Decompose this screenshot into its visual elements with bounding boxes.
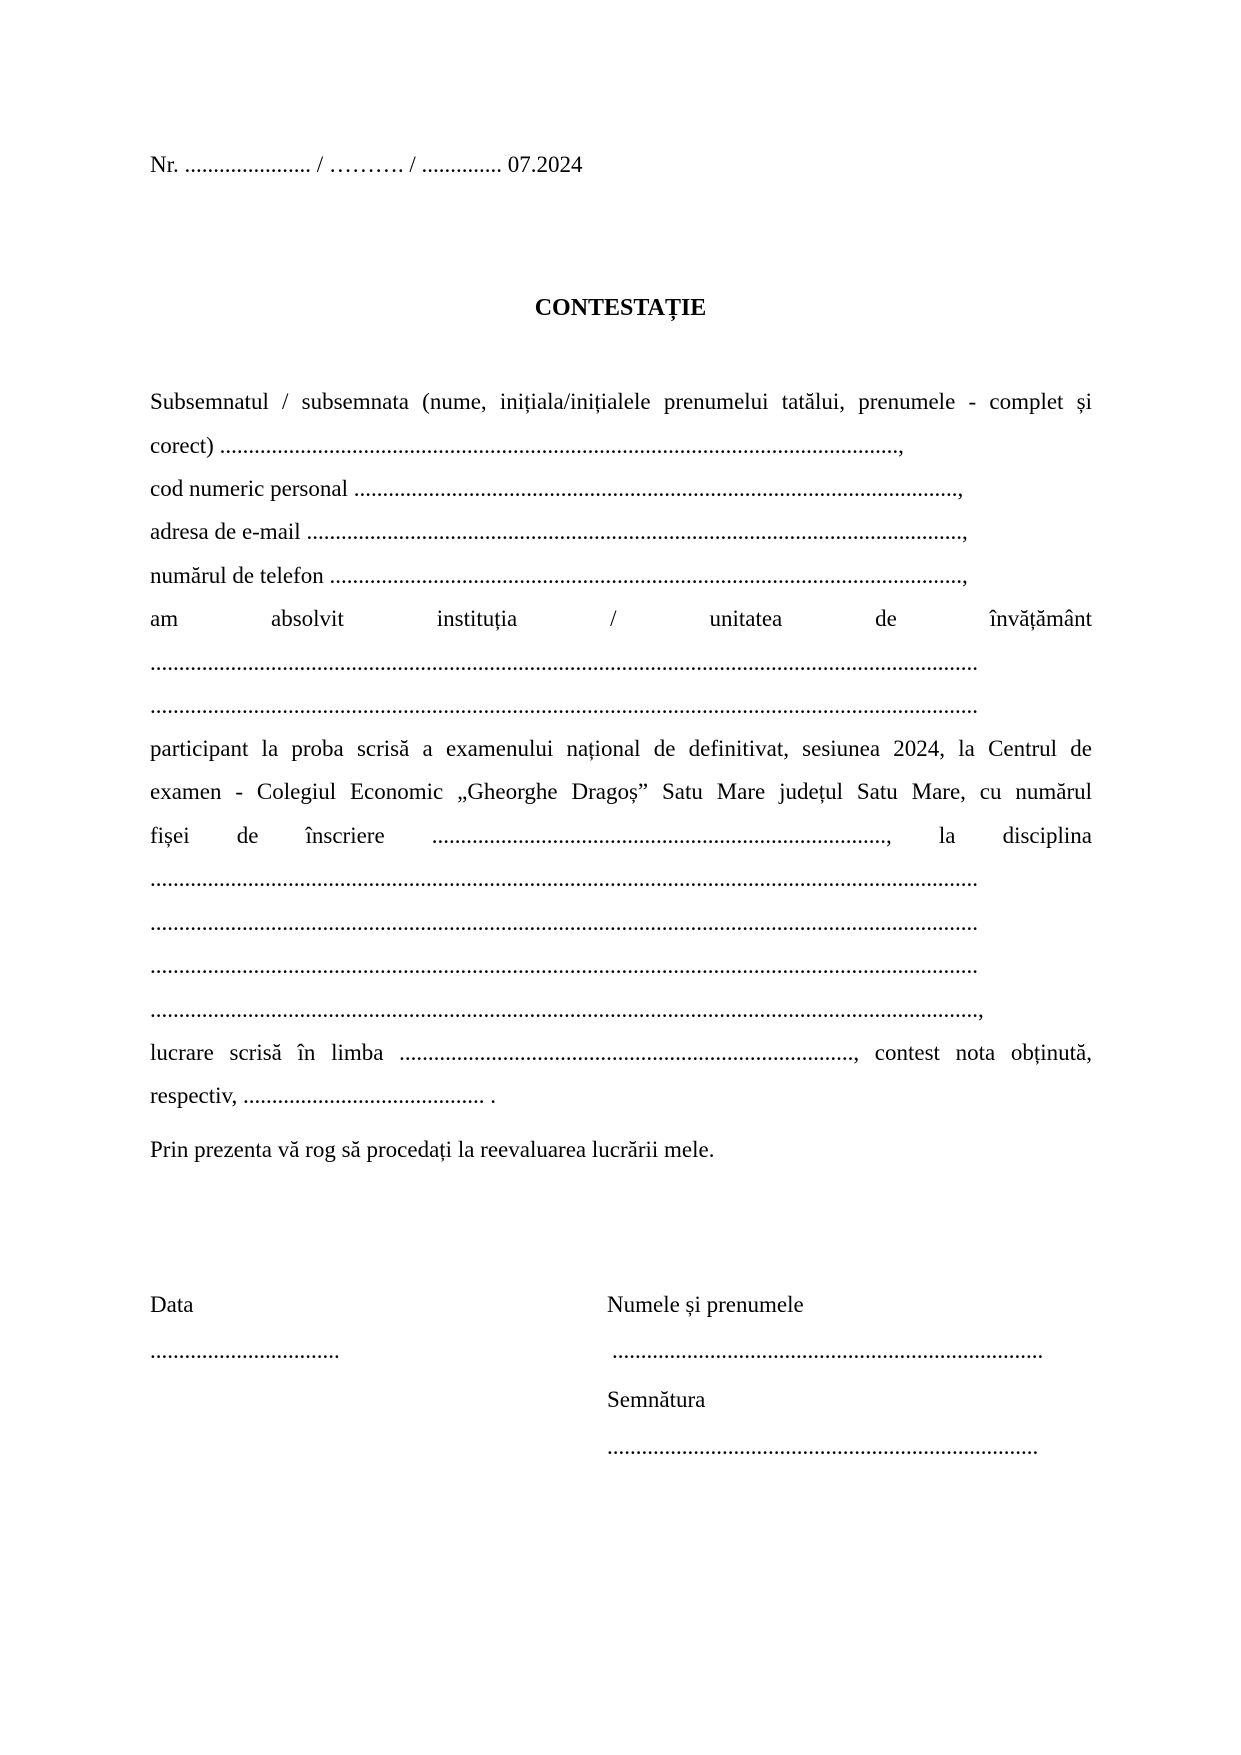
body-line-10: examen - Colegiul Economic „Gheorghe Dragoș” Satu Mare județul Satu Mare, cu numărul [150,779,1092,804]
date-field: ................................. [150,1338,340,1363]
body-line-12: ................................................................................................................................................ [150,866,978,891]
document-title: CONTESTAȚIE [534,295,707,321]
body-line-15: ................................................................................................................................................, [150,997,984,1022]
body-line-2: corect) ......................................................................................................................, [150,433,904,458]
body-line-7: ................................................................................................................................................ [150,650,978,675]
body-line-8: ................................................................................................................................................ [150,693,978,718]
body-line-9: participant la proba scrisă a examenului național de definitivat, sesiunea 2024, la Centrul de [150,736,1092,761]
request-line: Prin prezenta vă rog să procedați la reevaluarea lucrării mele. [150,1137,715,1162]
body-line-14: ................................................................................................................................................ [150,953,978,978]
body-line-3: cod numeric personal ........................................................................................................., [150,476,964,501]
signature-field: ........................................................................... [607,1434,1039,1459]
body-line-1: Subsemnatul / subsemnata (nume, inițiala/inițialele prenumelui tatălui, prenumele - complet și [150,389,1092,414]
body-line-13: ................................................................................................................................................ [150,910,978,935]
name-field: ........................................................................... [612,1338,1044,1363]
body-line-17: respectiv, .......................................... . [150,1083,497,1108]
body-line-4: adresa de e-mail .................................................................................................................., [150,519,968,544]
date-label: Data [150,1292,194,1317]
body-line-5: numărul de telefon .............................................................................................................., [150,563,968,588]
body-line-6-text: am absolvit instituția / unitatea de învățământ [150,606,1092,631]
body-line-6 [150,604,1092,634]
signature-label: Semnătura [607,1387,706,1412]
body-line-11: fișei de înscriere ..............................................................................., la disciplina [150,823,1092,848]
registration-number-line: Nr. ...................... / ………. / .............. 07.2024 [150,152,583,177]
name-label: Numele și prenumele [607,1292,804,1317]
body-line-16: lucrare scrisă în limba ..............................................................................., contest nota obținută, [150,1040,1092,1065]
